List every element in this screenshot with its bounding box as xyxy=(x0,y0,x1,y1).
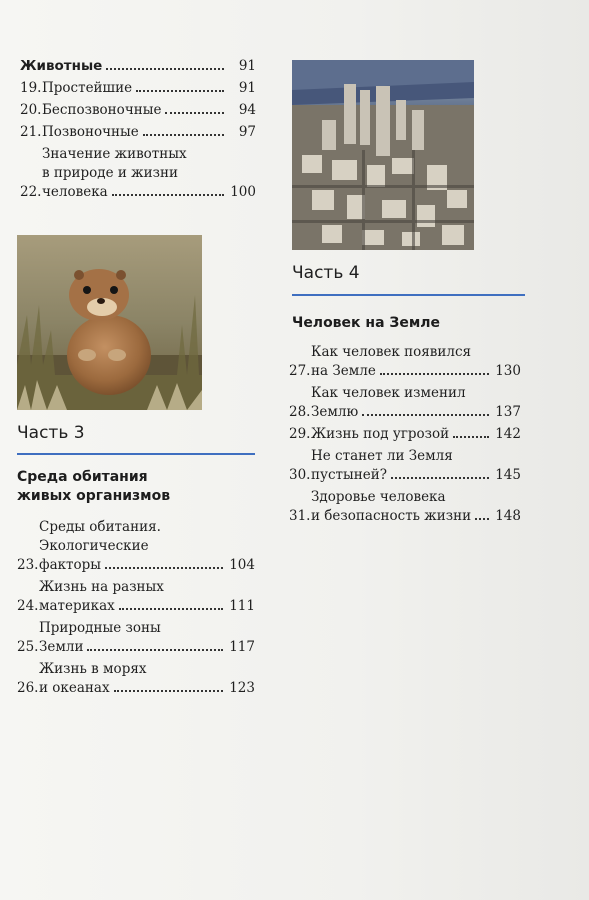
toc-entry-number: 25. xyxy=(17,639,39,655)
toc-entry xyxy=(20,123,256,142)
toc-entry-line-wrap xyxy=(311,488,495,507)
toc-entry xyxy=(289,425,521,444)
dot-leader xyxy=(380,373,489,375)
toc-page-number: 117 xyxy=(229,639,255,655)
toc-page-number: 123 xyxy=(229,680,255,696)
toc-entry-line: Позвоночные xyxy=(42,124,139,140)
toc-entry-line-wrap xyxy=(311,403,495,422)
toc-entry xyxy=(20,101,256,120)
ground-squirrel-photo xyxy=(17,235,202,410)
part-4-rule xyxy=(292,294,525,296)
toc-entry-line: Значение животных xyxy=(42,146,187,162)
toc-entry-line-wrap xyxy=(39,518,229,537)
toc-entry-line-wrap xyxy=(39,597,229,616)
toc-entry-line: Жизнь в морях xyxy=(39,661,147,677)
dot-leader xyxy=(112,194,224,196)
part-3-title-line: Среда обитания xyxy=(17,469,148,485)
toc-entry-line: Простейшие xyxy=(42,80,133,96)
toc-entry xyxy=(17,578,255,616)
toc-entry-line: материках xyxy=(39,598,115,614)
part-4-label: Часть 4 xyxy=(292,263,360,283)
toc-entry-line-wrap xyxy=(39,660,229,679)
toc-entry-line: Жизнь под угрозой xyxy=(311,426,450,442)
toc-entry-number: 19. xyxy=(20,80,42,96)
toc-entry-line: Экологические xyxy=(39,538,149,554)
toc-entry-line: в природе и жизни xyxy=(42,165,178,181)
toc-entry-number: 30. xyxy=(289,467,311,483)
part-3-title-line: живых организмов xyxy=(17,488,171,504)
toc-page-number: 100 xyxy=(230,184,256,200)
city-aerial-photo xyxy=(292,60,474,250)
toc-entry-line: на Земле xyxy=(311,363,376,379)
toc-entry-line-wrap xyxy=(39,537,229,556)
dot-leader xyxy=(453,436,489,438)
toc-entry-line: Земли xyxy=(39,639,84,655)
toc-entry-line: Жизнь на разных xyxy=(39,579,164,595)
part-4-title: Человек на Земле xyxy=(292,315,441,331)
toc-entry-line-wrap xyxy=(311,466,495,485)
toc-entry-number: 29. xyxy=(289,426,311,442)
toc-entry-title xyxy=(311,343,495,381)
toc-entry-line-wrap xyxy=(311,507,495,526)
part-3-label: Часть 3 xyxy=(17,423,85,443)
toc-entries xyxy=(20,79,256,202)
toc-entry-line-wrap xyxy=(39,638,229,657)
toc-entry xyxy=(17,660,255,698)
toc-animals xyxy=(20,57,256,205)
toc-entry-title xyxy=(39,518,229,575)
toc-entry-title xyxy=(311,488,495,526)
toc-entry-line-wrap xyxy=(39,578,229,597)
toc-entry-line: Здоровье человека xyxy=(311,489,446,505)
toc-entry-number: 27. xyxy=(289,363,311,379)
dot-leader xyxy=(362,414,489,416)
toc-entry-line: Как человек появился xyxy=(311,344,472,360)
dot-leader xyxy=(106,68,224,70)
toc-part-4 xyxy=(289,343,521,529)
toc-entry-title xyxy=(39,578,229,616)
toc-entry-title xyxy=(311,447,495,485)
dot-leader xyxy=(105,567,223,569)
toc-page-number: 97 xyxy=(238,124,256,140)
toc-entry-line: Среды обитания. xyxy=(39,519,161,535)
toc-entry-line: Как человек изменил xyxy=(311,385,466,401)
toc-entry xyxy=(20,79,256,98)
toc-entry-number: 26. xyxy=(17,680,39,696)
toc-entry-line-wrap xyxy=(42,145,230,164)
toc-page-number: 148 xyxy=(495,508,521,524)
toc-page-number: 142 xyxy=(495,426,521,442)
toc-entry-line-wrap xyxy=(311,343,495,362)
toc-entry-line-wrap xyxy=(42,164,230,183)
toc-page-number: 137 xyxy=(495,404,521,420)
toc-entry-line-wrap xyxy=(39,556,229,575)
toc-part-3 xyxy=(17,518,255,701)
toc-page-number: 130 xyxy=(495,363,521,379)
toc-entry-line-wrap xyxy=(311,362,495,381)
toc-entry-line-wrap xyxy=(311,384,495,403)
toc-entry-number: 21. xyxy=(20,124,42,140)
toc-entry-number: 22. xyxy=(20,184,42,200)
toc-entry-line: факторы xyxy=(39,557,102,573)
toc-entry-line: пустыней? xyxy=(311,467,387,483)
toc-page-number: 91 xyxy=(238,80,256,96)
dot-leader xyxy=(165,112,224,114)
dot-leader xyxy=(143,134,224,136)
toc-entry xyxy=(289,384,521,422)
toc-entry-title xyxy=(42,145,230,202)
dot-leader xyxy=(114,690,223,692)
dot-leader xyxy=(136,90,224,92)
part-3-rule xyxy=(17,453,255,455)
toc-entry-number: 31. xyxy=(289,508,311,524)
toc-entry xyxy=(289,488,521,526)
toc-entry-title xyxy=(42,101,230,120)
toc-entry-line: и океанах xyxy=(39,680,110,696)
dot-leader xyxy=(475,518,489,520)
toc-entry xyxy=(20,145,256,202)
toc-page-number: 91 xyxy=(238,58,256,74)
toc-entry xyxy=(289,343,521,381)
toc-entry-line-wrap xyxy=(42,123,230,142)
toc-entry-number: 24. xyxy=(17,598,39,614)
toc-page-number: 145 xyxy=(495,467,521,483)
toc-entry-line-wrap xyxy=(42,183,230,202)
toc-entry-line-wrap xyxy=(42,79,230,98)
toc-entry-title xyxy=(42,123,230,142)
toc-page-number: 111 xyxy=(229,598,255,614)
toc-entry-line: человека xyxy=(42,184,108,200)
toc-entry-title xyxy=(39,619,229,657)
toc-entry-line-wrap xyxy=(311,447,495,466)
toc-entry xyxy=(17,619,255,657)
toc-section-title: Животные xyxy=(20,58,103,74)
toc-entry-line: Не станет ли Земля xyxy=(311,448,453,464)
toc-entry-line-wrap xyxy=(39,679,229,698)
toc-entry-title xyxy=(42,79,230,98)
toc-entry-line: Природные зоны xyxy=(39,620,161,636)
dot-leader xyxy=(87,649,223,651)
toc-page-number: 104 xyxy=(229,557,255,573)
toc-entry-line: Беспозвоночные xyxy=(42,102,162,118)
toc-entry-line-wrap xyxy=(311,425,495,444)
toc-entry-title xyxy=(311,425,495,444)
part-3-title xyxy=(17,468,170,506)
toc-entry-number: 20. xyxy=(20,102,42,118)
toc-entry-number: 28. xyxy=(289,404,311,420)
toc-entry xyxy=(289,447,521,485)
dot-leader xyxy=(391,477,489,479)
toc-entry-title xyxy=(311,384,495,422)
toc-entry-number: 23. xyxy=(17,557,39,573)
toc-section-animals xyxy=(20,57,256,76)
toc-entry-title xyxy=(39,660,229,698)
dot-leader xyxy=(119,608,223,610)
toc-entry-line: и безопасность жизни xyxy=(311,508,472,524)
toc-entry-line-wrap xyxy=(42,101,230,120)
toc-entry-line-wrap xyxy=(39,619,229,638)
toc-page-number: 94 xyxy=(238,102,256,118)
toc-entry xyxy=(17,518,255,575)
toc-entry-line: Землю xyxy=(311,404,359,420)
